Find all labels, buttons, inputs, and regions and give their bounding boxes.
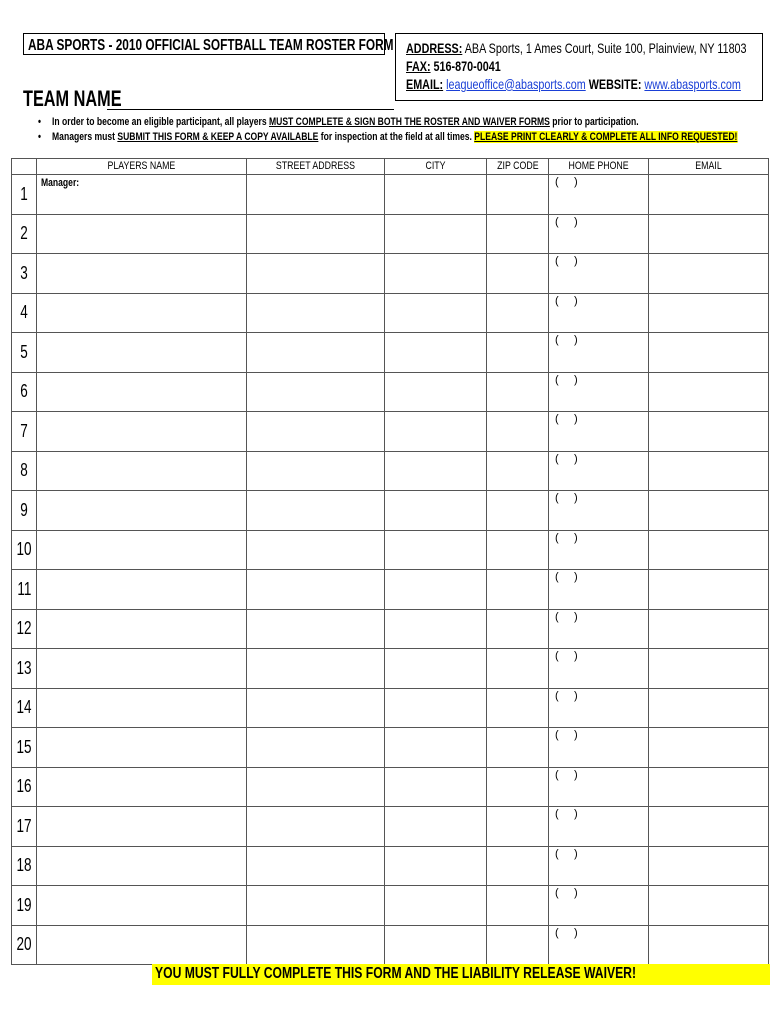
email-link[interactable]: leagueoffice@abasports.com <box>446 76 586 92</box>
email-cell[interactable] <box>649 214 769 254</box>
col-header-zip-code: ZIP CODE <box>487 159 549 175</box>
players-name-cell[interactable] <box>37 925 247 965</box>
table-row <box>12 372 769 412</box>
instruction-1-pre: In order to become an eligible participant, all players <box>52 116 269 128</box>
players-name-cell[interactable] <box>37 214 247 254</box>
instruction-2-mid: for inspection at the field at all times. <box>318 131 475 143</box>
row-number: 15 <box>12 728 37 768</box>
street-address-cell[interactable] <box>247 333 385 373</box>
table-row <box>12 688 769 728</box>
row-number: 12 <box>12 609 37 649</box>
col-header-street-address: STREET ADDRESS <box>247 159 385 175</box>
home-phone-cell[interactable] <box>549 333 649 373</box>
row-number: 10 <box>12 530 37 570</box>
email-cell[interactable] <box>649 570 769 610</box>
players-name-cell[interactable] <box>37 491 247 531</box>
street-address-cell[interactable] <box>247 728 385 768</box>
zip-code-cell[interactable] <box>487 254 549 294</box>
home-phone-cell[interactable] <box>549 925 649 965</box>
street-address-cell[interactable] <box>247 254 385 294</box>
website-label: WEBSITE: <box>588 76 642 92</box>
row-number: 3 <box>12 254 37 294</box>
col-header-email: EMAIL <box>649 159 769 175</box>
zip-code-cell[interactable] <box>487 886 549 926</box>
city-cell[interactable] <box>385 451 487 491</box>
col-header-players-name: PLAYERS NAME <box>37 159 247 175</box>
col-header-number <box>12 159 37 175</box>
form-title-box <box>23 33 394 55</box>
row-number: 7 <box>12 412 37 452</box>
zip-code-cell[interactable] <box>487 451 549 491</box>
zip-code-cell[interactable] <box>487 728 549 768</box>
roster-table <box>11 158 769 965</box>
city-cell[interactable] <box>385 925 487 965</box>
phone-area-code: ( ) <box>555 808 578 820</box>
footer-notice: YOU MUST FULLY COMPLETE THIS FORM AND THE LIABILITY RELEASE WAIVER! <box>152 964 770 985</box>
email-cell[interactable] <box>649 846 769 886</box>
home-phone-cell[interactable] <box>549 451 649 491</box>
city-cell[interactable] <box>385 491 487 531</box>
email-cell[interactable] <box>649 649 769 689</box>
home-phone-cell[interactable] <box>549 293 649 333</box>
zip-code-cell[interactable] <box>487 688 549 728</box>
phone-area-code: ( ) <box>555 689 578 702</box>
home-phone-cell[interactable] <box>549 372 649 412</box>
phone-area-code: ( ) <box>555 531 578 544</box>
row-number: 18 <box>12 846 37 886</box>
city-cell[interactable] <box>385 728 487 768</box>
zip-code-cell[interactable] <box>487 609 549 649</box>
form-title: ABA SPORTS - 2010 OFFICIAL SOFTBALL TEAM ROSTER FORM <box>28 37 394 54</box>
street-address-cell[interactable] <box>247 214 385 254</box>
row-number: 9 <box>12 491 37 531</box>
address-label: ADDRESS: <box>406 40 463 56</box>
players-name-cell[interactable] <box>37 728 247 768</box>
street-address-cell[interactable] <box>247 767 385 807</box>
street-address-cell[interactable] <box>247 570 385 610</box>
instruction-1-emphasis: MUST COMPLETE & SIGN BOTH THE ROSTER AND WAIVER FORMS <box>268 116 550 128</box>
home-phone-cell[interactable] <box>549 649 649 689</box>
instruction-2-highlight: PLEASE PRINT CLEARLY & COMPLETE ALL INFO REQUESTED! <box>474 131 738 143</box>
contact-info-box <box>395 33 763 101</box>
home-phone-cell[interactable] <box>549 214 649 254</box>
email-cell[interactable] <box>649 451 769 491</box>
city-cell[interactable] <box>385 767 487 807</box>
zip-code-cell[interactable] <box>487 925 549 965</box>
email-cell[interactable] <box>649 728 769 768</box>
col-header-city: CITY <box>385 159 487 175</box>
email-cell[interactable] <box>649 293 769 333</box>
email-cell[interactable] <box>649 609 769 649</box>
row-number: 1 <box>12 175 37 215</box>
col-header-home-phone: HOME PHONE <box>549 159 649 175</box>
table-header-row <box>12 159 769 175</box>
table-row <box>12 451 769 491</box>
phone-area-code: ( ) <box>555 610 578 623</box>
street-address-cell[interactable] <box>247 846 385 886</box>
row-number: 17 <box>12 807 37 847</box>
city-cell[interactable] <box>385 570 487 610</box>
street-address-cell[interactable] <box>247 175 385 215</box>
row-number: 20 <box>12 925 37 965</box>
home-phone-cell[interactable] <box>549 728 649 768</box>
manager-label: Manager: <box>41 177 80 189</box>
city-cell[interactable] <box>385 412 487 452</box>
phone-area-code: ( ) <box>555 373 578 386</box>
players-name-cell[interactable] <box>37 609 247 649</box>
email-cell[interactable] <box>649 372 769 412</box>
players-name-cell[interactable] <box>37 807 247 847</box>
email-label: EMAIL: <box>406 76 444 92</box>
city-cell[interactable] <box>385 333 487 373</box>
city-cell[interactable] <box>385 293 487 333</box>
row-number: 8 <box>12 451 37 491</box>
city-cell[interactable] <box>385 688 487 728</box>
email-cell[interactable] <box>649 530 769 570</box>
instruction-2-emphasis: SUBMIT THIS FORM & KEEP A COPY AVAILABLE <box>117 131 319 143</box>
players-name-cell[interactable] <box>37 886 247 926</box>
street-address-cell[interactable] <box>247 372 385 412</box>
city-cell[interactable] <box>385 886 487 926</box>
table-row <box>12 767 769 807</box>
bullet-icon: • <box>38 116 42 128</box>
players-name-cell[interactable] <box>37 570 247 610</box>
email-cell[interactable] <box>649 175 769 215</box>
instruction-2-pre: Managers must <box>52 131 118 143</box>
instruction-bullet-1 <box>38 116 639 128</box>
street-address-cell[interactable] <box>247 609 385 649</box>
home-phone-cell[interactable] <box>549 570 649 610</box>
players-name-cell[interactable] <box>37 333 247 373</box>
home-phone-cell[interactable] <box>549 846 649 886</box>
table-row <box>12 412 769 452</box>
street-address-cell[interactable] <box>247 491 385 531</box>
city-cell[interactable] <box>385 214 487 254</box>
home-phone-cell[interactable] <box>549 688 649 728</box>
table-row <box>12 728 769 768</box>
row-number: 16 <box>12 767 37 807</box>
address-line <box>406 40 747 56</box>
city-cell[interactable] <box>385 254 487 294</box>
phone-area-code: ( ) <box>555 255 578 267</box>
phone-area-code: ( ) <box>555 847 578 860</box>
fax-line <box>406 58 501 74</box>
address-value: ABA Sports, 1 Ames Court, Suite 100, Plainview, NY 11803 <box>464 40 747 56</box>
phone-area-code: ( ) <box>555 926 578 939</box>
team-name-field[interactable] <box>107 109 394 110</box>
row-number: 13 <box>12 649 37 689</box>
players-name-cell[interactable] <box>37 530 247 570</box>
row-number: 5 <box>12 333 37 373</box>
phone-area-code: ( ) <box>555 452 578 465</box>
table-row <box>12 609 769 649</box>
players-name-cell[interactable] <box>37 688 247 728</box>
city-cell[interactable] <box>385 846 487 886</box>
phone-area-code: ( ) <box>555 334 578 346</box>
table-row <box>12 214 769 254</box>
city-cell[interactable] <box>385 649 487 689</box>
city-cell[interactable] <box>385 175 487 215</box>
phone-area-code: ( ) <box>555 492 578 504</box>
row-number: 11 <box>12 570 37 610</box>
street-address-cell[interactable] <box>247 807 385 847</box>
home-phone-cell[interactable] <box>549 609 649 649</box>
phone-area-code: ( ) <box>555 215 578 228</box>
players-name-cell[interactable] <box>37 293 247 333</box>
table-row <box>12 293 769 333</box>
home-phone-cell[interactable] <box>549 886 649 926</box>
row-number: 6 <box>12 372 37 412</box>
city-cell[interactable] <box>385 530 487 570</box>
phone-area-code: ( ) <box>555 887 578 899</box>
email-cell[interactable] <box>649 767 769 807</box>
zip-code-cell[interactable] <box>487 570 549 610</box>
street-address-cell[interactable] <box>247 451 385 491</box>
home-phone-cell[interactable] <box>549 254 649 294</box>
table-row <box>12 807 769 847</box>
players-name-cell[interactable] <box>37 175 247 215</box>
row-number: 2 <box>12 214 37 254</box>
players-name-cell[interactable] <box>37 412 247 452</box>
home-phone-cell[interactable] <box>549 412 649 452</box>
phone-area-code: ( ) <box>555 176 578 188</box>
zip-code-cell[interactable] <box>487 491 549 531</box>
table-row <box>12 254 769 294</box>
table-row <box>12 530 769 570</box>
city-cell[interactable] <box>385 372 487 412</box>
zip-code-cell[interactable] <box>487 530 549 570</box>
zip-code-cell[interactable] <box>487 333 549 373</box>
phone-area-code: ( ) <box>555 729 578 741</box>
home-phone-cell[interactable] <box>549 491 649 531</box>
email-cell[interactable] <box>649 491 769 531</box>
zip-code-cell[interactable] <box>487 807 549 847</box>
street-address-cell[interactable] <box>247 649 385 689</box>
city-cell[interactable] <box>385 807 487 847</box>
home-phone-cell[interactable] <box>549 767 649 807</box>
instruction-1-post: prior to participation. <box>549 116 639 128</box>
email-cell[interactable] <box>649 925 769 965</box>
table-row <box>12 175 769 215</box>
street-address-cell[interactable] <box>247 925 385 965</box>
phone-area-code: ( ) <box>555 650 578 662</box>
email-line <box>406 76 741 92</box>
team-name-label: TEAM NAME <box>23 86 122 111</box>
email-cell[interactable] <box>649 886 769 926</box>
table-row <box>12 886 769 926</box>
zip-code-cell[interactable] <box>487 175 549 215</box>
table-row <box>12 649 769 689</box>
home-phone-cell[interactable] <box>549 530 649 570</box>
instruction-bullet-2 <box>38 131 737 143</box>
table-row <box>12 846 769 886</box>
table-row <box>12 925 769 965</box>
zip-code-cell[interactable] <box>487 412 549 452</box>
table-row <box>12 491 769 531</box>
email-cell[interactable] <box>649 254 769 294</box>
zip-code-cell[interactable] <box>487 293 549 333</box>
email-cell[interactable] <box>649 807 769 847</box>
zip-code-cell[interactable] <box>487 846 549 886</box>
phone-area-code: ( ) <box>555 571 578 583</box>
zip-code-cell[interactable] <box>487 767 549 807</box>
street-address-cell[interactable] <box>247 530 385 570</box>
players-name-cell[interactable] <box>37 372 247 412</box>
home-phone-cell[interactable] <box>549 807 649 847</box>
home-phone-cell[interactable] <box>549 175 649 215</box>
phone-area-code: ( ) <box>555 768 578 781</box>
phone-area-code: ( ) <box>555 294 578 307</box>
fax-value: 516-870-0041 <box>433 58 501 74</box>
street-address-cell[interactable] <box>247 688 385 728</box>
zip-code-cell[interactable] <box>487 214 549 254</box>
city-cell[interactable] <box>385 609 487 649</box>
players-name-cell[interactable] <box>37 649 247 689</box>
bullet-icon: • <box>38 131 42 143</box>
street-address-cell[interactable] <box>247 886 385 926</box>
email-cell[interactable] <box>649 412 769 452</box>
email-cell[interactable] <box>649 688 769 728</box>
zip-code-cell[interactable] <box>487 649 549 689</box>
row-number: 4 <box>12 293 37 333</box>
fax-label: FAX: <box>406 58 431 74</box>
street-address-cell[interactable] <box>247 412 385 452</box>
street-address-cell[interactable] <box>247 293 385 333</box>
email-cell[interactable] <box>649 333 769 373</box>
zip-code-cell[interactable] <box>487 372 549 412</box>
phone-area-code: ( ) <box>555 413 578 425</box>
table-row <box>12 570 769 610</box>
players-name-cell[interactable] <box>37 451 247 491</box>
row-number: 19 <box>12 886 37 926</box>
players-name-cell[interactable] <box>37 254 247 294</box>
players-name-cell[interactable] <box>37 846 247 886</box>
table-row <box>12 333 769 373</box>
row-number: 14 <box>12 688 37 728</box>
players-name-cell[interactable] <box>37 767 247 807</box>
website-link[interactable]: www.abasports.com <box>644 76 741 92</box>
